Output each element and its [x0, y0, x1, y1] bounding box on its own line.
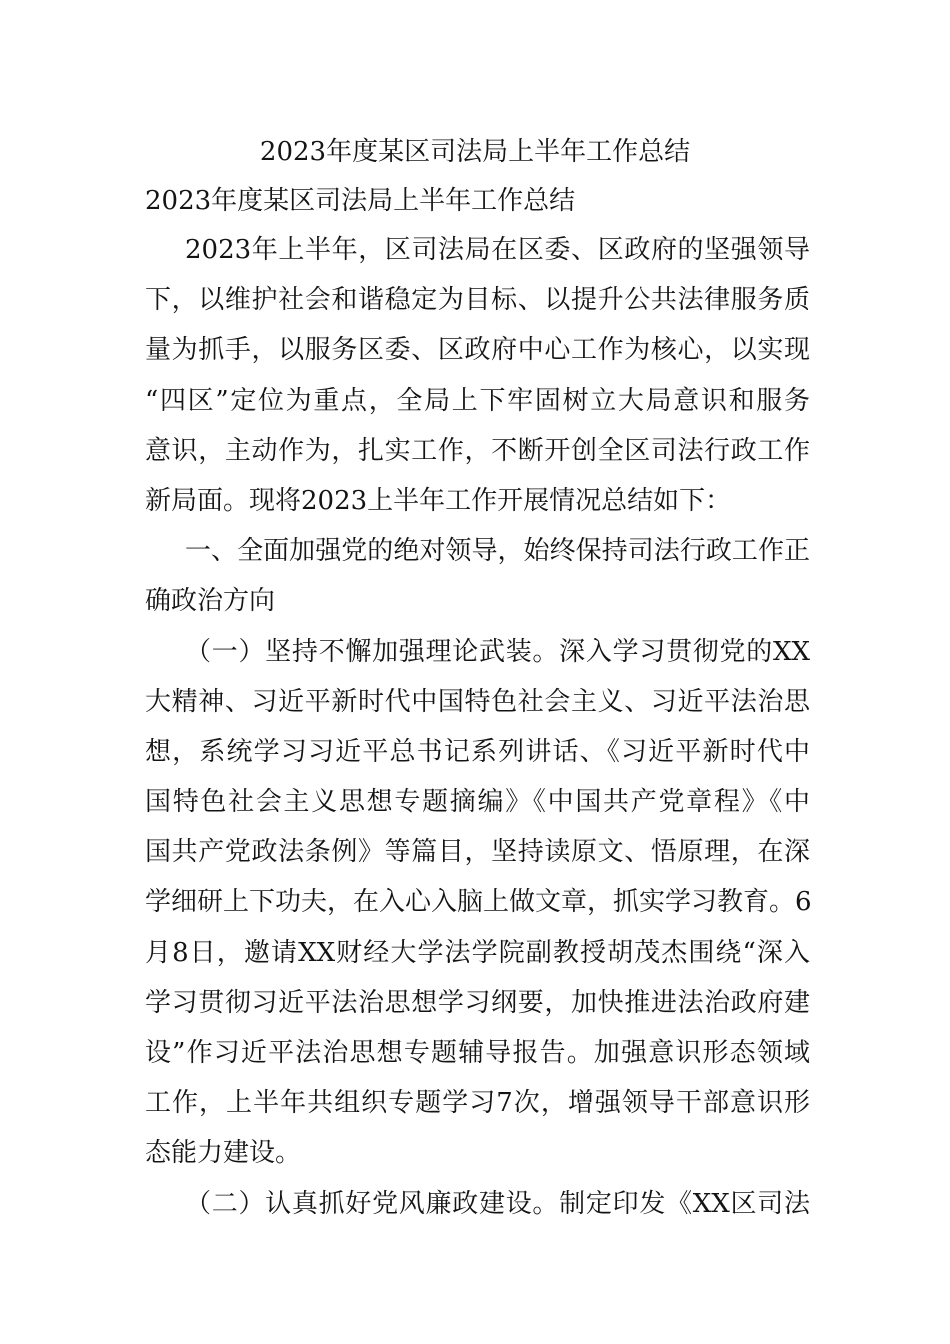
- text-line: 态能力建设。: [145, 1138, 302, 1169]
- text-line: （一）坚持不懈加强理论武装。深入学习贯彻党的XX: [185, 636, 810, 667]
- paragraph-integrity: [145, 1179, 810, 1229]
- text-line: 月8日，邀请XX财经大学法学院副教授胡茂杰围绕“深入: [145, 937, 810, 968]
- text-line: 2023年上半年，区司法局在区委、区政府的坚强领导: [185, 235, 810, 265]
- document-title: 2023年度某区司法局上半年工作总结: [259, 137, 691, 167]
- text-line: 国特色社会主义思想专题摘编》《中国共产党章程》《中: [145, 787, 810, 818]
- document-subtitle: 2023年度某区司法局上半年工作总结: [145, 186, 576, 216]
- text-line: 设”作习近平法治思想专题辅导报告。加强意识形态领域: [145, 1038, 810, 1068]
- text-line: 确政治方向: [145, 586, 276, 617]
- text-line: 一、全面加强党的绝对领导，始终保持司法行政工作正: [185, 536, 810, 567]
- text-line: （二）认真抓好党风廉政建设。制定印发《XX区司法: [185, 1188, 810, 1219]
- paragraph-theory-study: [145, 627, 810, 1179]
- text-line: 下，以维护社会和谐稳定为目标、以提升公共法律服务质: [145, 285, 810, 316]
- text-line: 国共产党政法条例》等篇目，坚持读原文、悟原理，在深: [145, 837, 810, 868]
- section-heading-1: [145, 526, 810, 626]
- text-line: 学细研上下功夫，在入心入脑上做文章，抓实学习教育。6: [145, 887, 812, 918]
- text-line: 想，系统学习习近平总书记系列讲话、《习近平新时代中: [145, 736, 810, 767]
- text-line: 工作，上半年共组织专题学习7次，增强领导干部意识形: [145, 1088, 810, 1119]
- text-line: 意识，主动作为，扎实工作，不断开创全区司法行政工作: [145, 435, 810, 466]
- text-line: 大精神、习近平新时代中国特色社会主义、习近平法治思: [145, 686, 810, 717]
- text-line: 量为抓手，以服务区委、区政府中心工作为核心，以实现: [145, 335, 810, 366]
- text-line: 学习贯彻习近平法治思想学习纲要，加快推进法治政府建: [145, 987, 810, 1018]
- document-body: [145, 225, 810, 1229]
- text-line: “四区”定位为重点，全局上下牢固树立大局意识和服务: [145, 385, 810, 416]
- text-line: 新局面。现将2023上半年工作开展情况总结如下：: [145, 485, 732, 516]
- paragraph-intro: [145, 225, 810, 526]
